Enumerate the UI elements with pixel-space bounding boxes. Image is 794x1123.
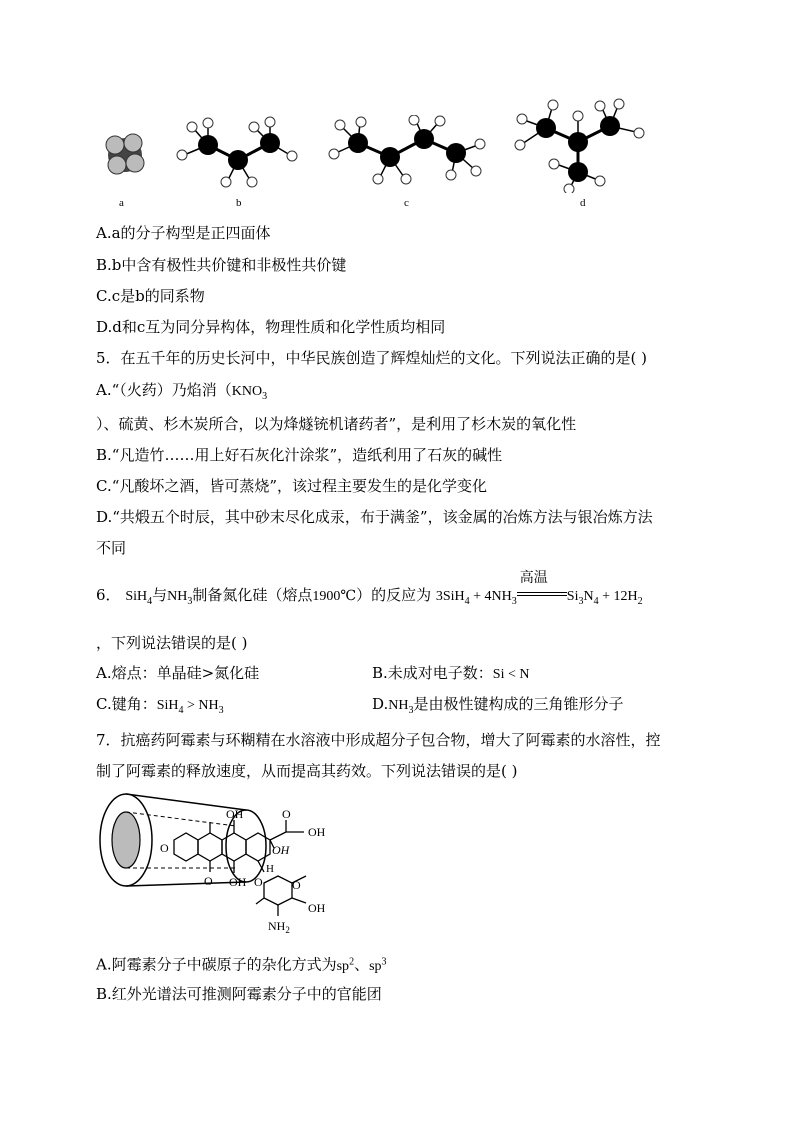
label-oh-top: OH <box>226 807 244 821</box>
q4-option-b: B.b中含有极性共价键和非极性共价键 <box>96 256 347 274</box>
q7-stem-line1: 7．抗癌药阿霉素与环糊精在水溶液中形成超分子包合物，增大了阿霉素的水溶性，控 <box>96 731 661 749</box>
q5-option-a-line2: ）、硫黄、杉木炭所合，以为烽燧铳机诸药者”，是利用了杉木炭的氧化性 <box>96 415 577 433</box>
q4-option-c: C.c是b的同系物 <box>96 287 205 305</box>
label-o-methoxy: O <box>160 841 169 855</box>
label-o-ketone: O <box>282 807 291 821</box>
label-h: H <box>266 863 274 875</box>
molecule-label-c: c <box>404 197 409 209</box>
label-nh2: $NH_2$ <box>268 919 290 935</box>
q5-option-b: B.“凡造竹……用上好石灰化汁涂浆”，造纸利用了石灰的碱性 <box>96 446 503 464</box>
label-oh-bottom: OH <box>229 875 247 889</box>
q7-stem-line2: 制了阿霉素的释放速度，从而提高其药效。下列说法错误的是( ) <box>96 762 518 780</box>
label-o-sugar: O <box>292 878 301 892</box>
q6-option-c: C.键角：$SiH_4 > NH_3$ <box>96 695 224 716</box>
q5-stem: 5．在五千年的历史长河中，中华民族创造了辉煌灿烂的文化。下列说法正确的是( ) <box>96 349 648 367</box>
q5-option-c: C.“凡酸坏之酒，皆可蒸烧”，该过程主要发生的是化学变化 <box>96 477 488 495</box>
q6-stem: 6． SiH$_4$与$NH_3$制备氮化硅（熔点1900℃）的反应为 $3SiH_4 + 4NH_3$ 高温 $Si_3N_4 + 12H_2$ <box>96 570 643 607</box>
molecule-b-figure <box>170 115 300 195</box>
q6-option-d: $D.NH_3$是由极性键构成的三角锥形分子 <box>372 695 624 716</box>
molecule-label-d: d <box>580 197 586 209</box>
q4-option-d: D.d和c互为同分异构体，物理性质和化学性质均相同 <box>96 318 446 336</box>
reaction-arrow <box>517 570 567 606</box>
q5-option-a-line1: A.“（火药）乃焰消（$KNO_3$ <box>96 381 268 402</box>
q6-option-b: B.未成对电子数：Si < N <box>372 664 530 682</box>
q5-option-d-line1: D.“共煅五个时辰，其中砂末尽化成汞，布于满釜”，该金属的冶炼方法与银冶炼方法 <box>96 508 653 526</box>
molecule-d-figure <box>512 98 652 193</box>
reaction-condition: 高温 <box>519 570 548 586</box>
label-oh-sugar: OH <box>308 901 326 915</box>
label-o-glycoside: O <box>254 875 263 889</box>
q6-stem-tail: ，下列说法错误的是( ) <box>96 634 248 652</box>
label-o-quinone: O <box>204 874 213 888</box>
q7-option-a: A.阿霉素分子中碳原子的杂化方式为$sp^2$、$sp^3$ <box>96 955 387 974</box>
doxorubicin-cyclodextrin-figure <box>96 788 356 943</box>
q7-option-b: B.红外光谱法可推测阿霉素分子中的官能团 <box>96 985 382 1003</box>
q5-option-d-line2: 不同 <box>96 539 127 557</box>
molecule-a-figure <box>95 125 155 195</box>
label-oh-ring: OH <box>272 843 290 857</box>
label-oh-chain: OH <box>308 825 326 839</box>
q6-option-a: A.熔点：单晶硅>氮化硅 <box>96 664 260 682</box>
q4-option-a: A.a的分子构型是正四面体 <box>96 224 271 242</box>
molecule-label-a: a <box>119 197 124 209</box>
molecule-label-b: b <box>236 197 242 209</box>
molecule-c-figure <box>328 115 488 195</box>
